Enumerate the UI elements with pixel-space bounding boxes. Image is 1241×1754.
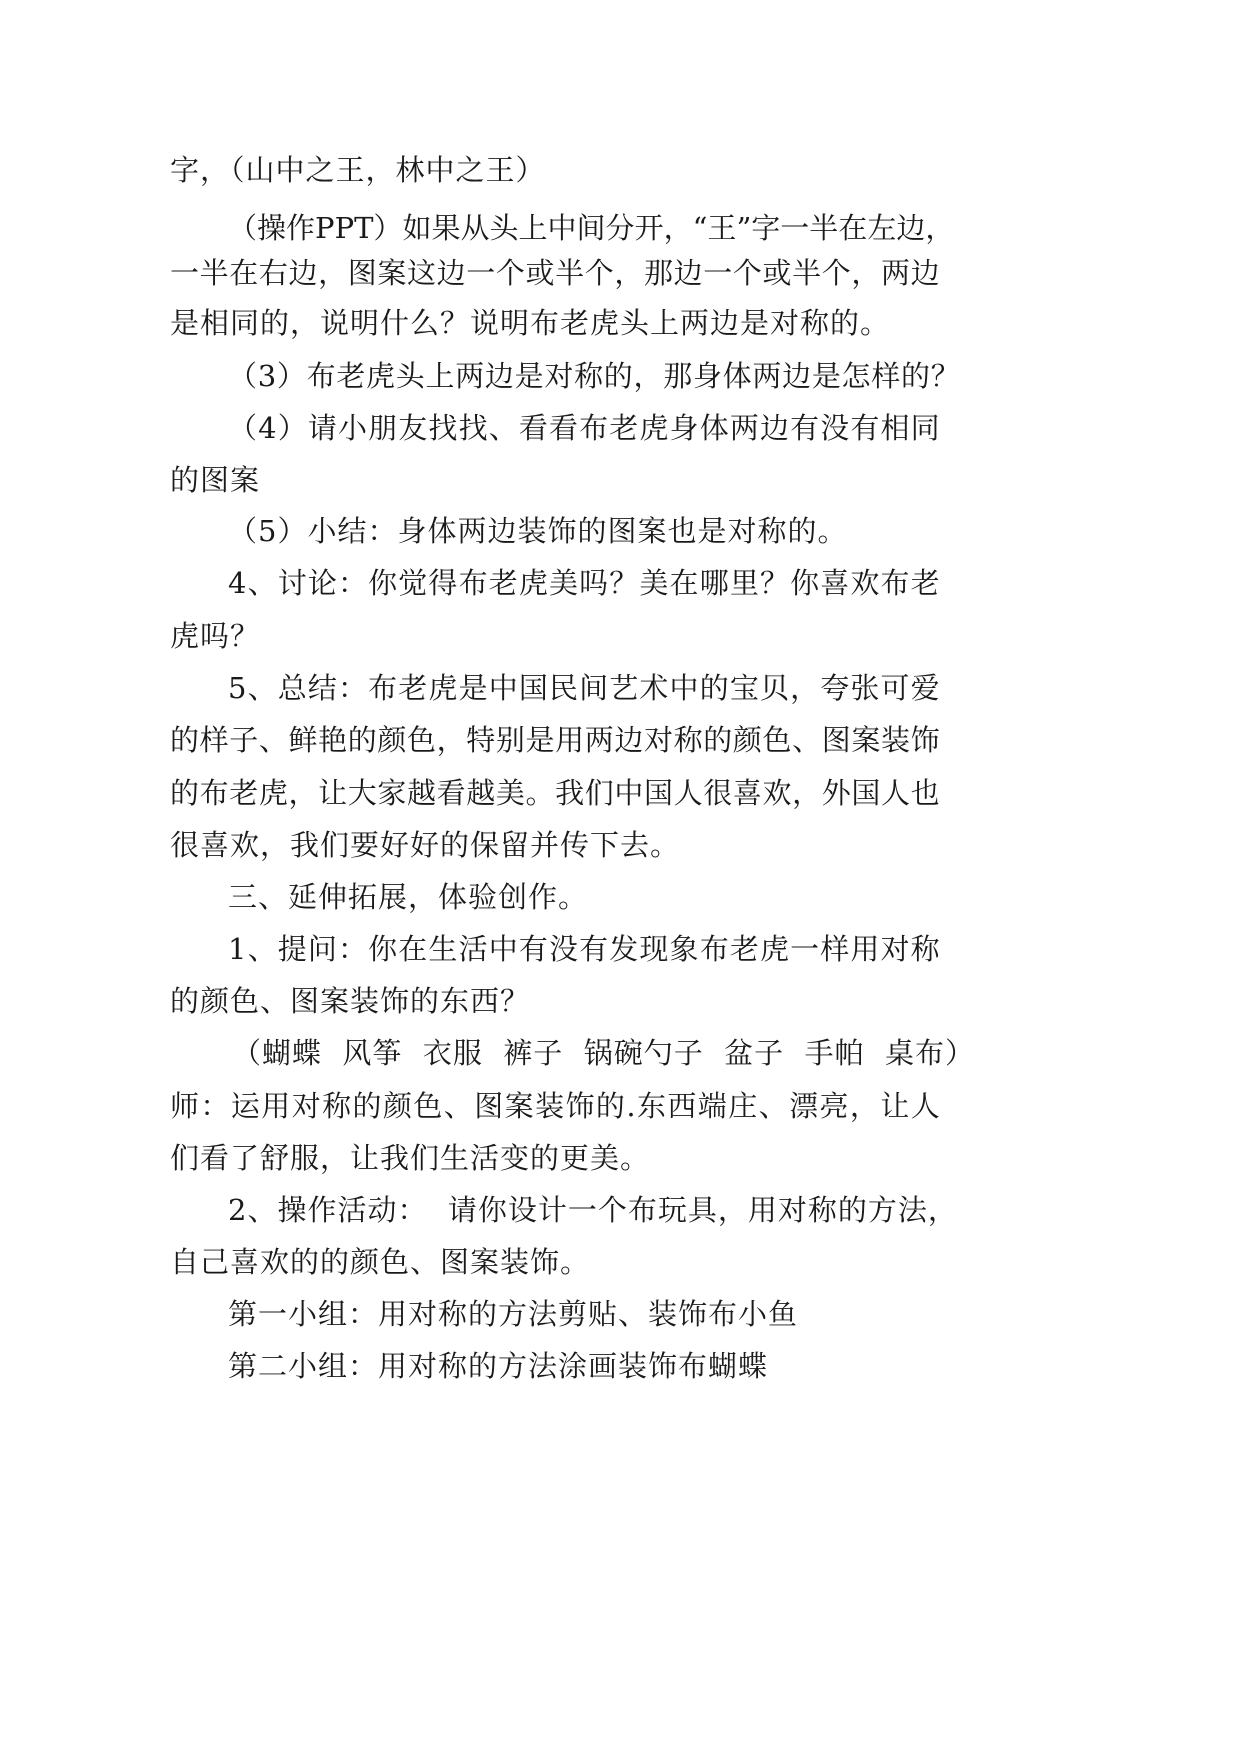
text-line: 的颜色、图案装饰的东西？ [170,984,531,1018]
text-line: 虎吗？ [170,619,261,653]
text-line: （蝴蝶 风筝 衣服 裤子 锅碗勺子 盆子 手帕 桌布） [232,1036,976,1070]
text-line: 们看了舒服，让我们生活变的更美。 [170,1141,651,1175]
text-line: 的 样 子 、 鲜 艳 的 颜 色 ， 特 别 是 用 两 边 对 称 的 颜 色 、 图 案 装 饰 [170,723,940,757]
text-line: 2、操作活动： 请你设计一个布玩具，用对称的方法， [228,1193,958,1227]
text-line: 第一小组：用对称的方法剪贴、装饰布小鱼 [228,1297,799,1331]
text-line: 的图案 [170,463,261,497]
text-line: （ 操 作 P P T ） 如 果 从 头 上 中 间 分 开 ， “ 王 ” 字 一 半 在 左 边 ， [228,211,955,245]
text-line: 很喜欢，我们要好好的保留并传下去。 [170,828,681,862]
text-line: 1 、 提 问 ： 你 在 生 活 中 有 没 有 发 现 象 布 老 虎 一 样 用 对 称 [228,932,940,966]
text-line: （ 4 ） 请 小 朋 友 找 找 、 看 看 布 老 虎 身 体 两 边 有 没 有 相 同 [228,411,940,445]
text-line: 第二小组：用对称的方法涂画装饰布蝴蝶 [228,1349,769,1383]
text-line: 的 布 老 虎 ， 让 大 家 越 看 越 美 。 我 们 中 国 人 很 喜 欢 ， 外 国 人 也 [170,776,940,810]
text-line: 是相同的，说明什么？说明布老虎头上两边是对称的。 [170,306,891,340]
text-line: （5）小结：身体两边装饰的图案也是对称的。 [228,514,848,548]
text-line: 4 、 讨 论 ： 你 觉 得 布 老 虎 美 吗 ？ 美 在 哪 里 ？ 你 喜 欢 布 老 [228,566,940,600]
text-line: 5 、 总 结 ： 布 老 虎 是 中 国 民 间 艺 术 中 的 宝 贝 ， 夸 张 可 爱 [228,671,940,705]
text-line: 一 半 在 右 边 ， 图 案 这 边 一 个 或 半 个 ， 那 边 一 个 或 半 个 ， 两 边 [170,256,940,290]
text-line: 三、延伸拓展，体验创作。 [228,880,589,914]
text-line: （ 3 ） 布 老 虎 头 上 两 边 是 对 称 的 ， 那 身 体 两 边 是 怎 样 的 ？ [228,359,960,393]
text-line: 字，（山中之王，林中之王） [170,153,546,187]
text-line: 自己喜欢的的颜色、图案装饰。 [170,1245,591,1279]
text-line: 师 ： 运 用 对 称 的 颜 色 、 图 案 装 饰 的 . 东 西 端 庄 、 漂 亮 ， 让 人 [170,1089,940,1123]
